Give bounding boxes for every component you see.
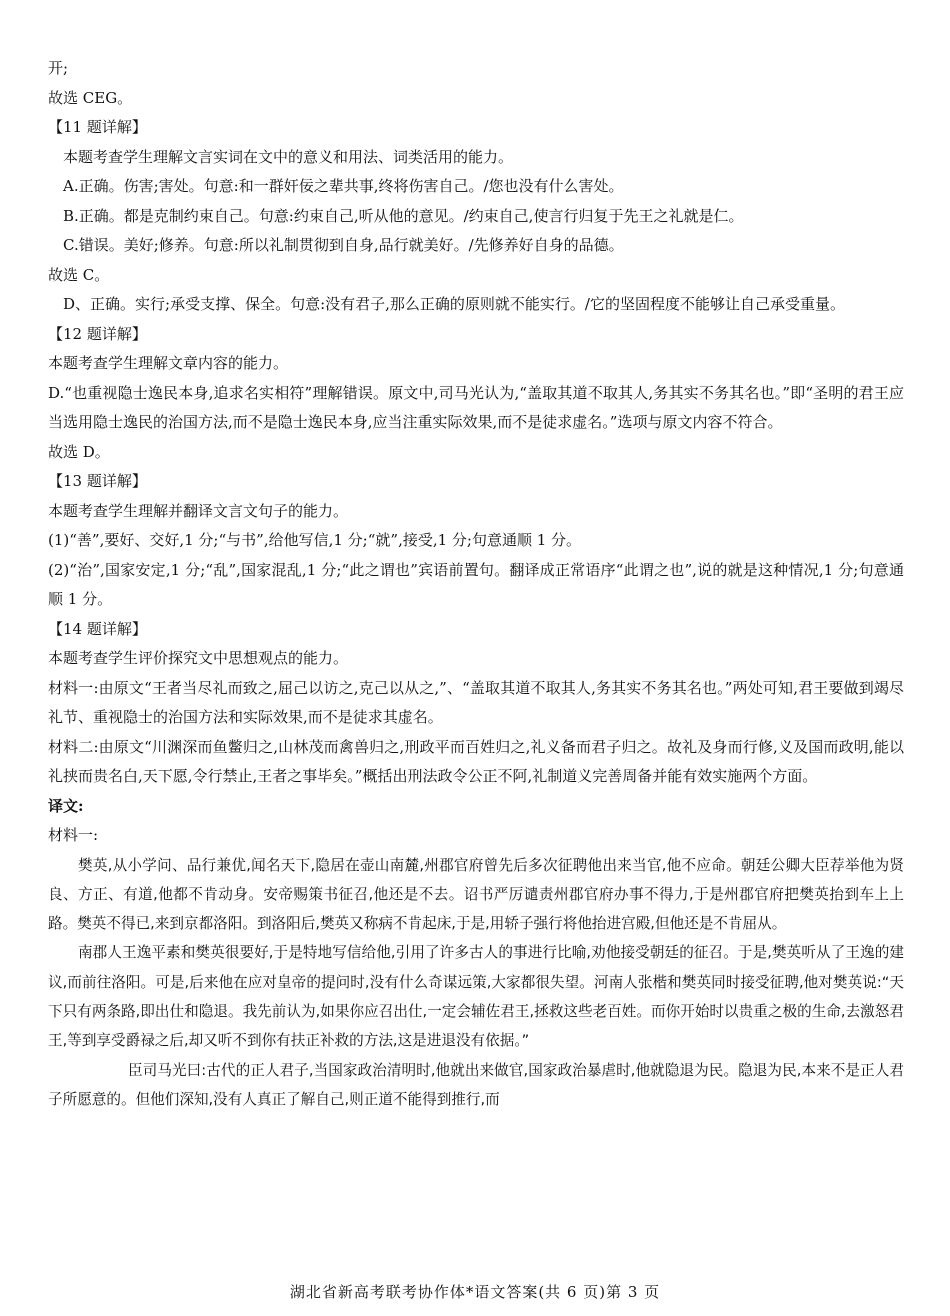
section-heading-14: 【14 题详解】 [48, 619, 147, 638]
material-one-analysis: 材料一:由原文“王者当尽礼而致之,屈己以访之,克己以从之,”、“盖取其道不取其人,务其实不务其名也。”两处可知,君王要做到竭尽礼节、重视隐士的治国方法和实际效果,而不是徒求其虚名。 [48, 678, 904, 726]
text-line: 本题考查学生理解并翻译文言文句子的能力。 [48, 501, 349, 520]
translation-point-2: (2)“治”,国家安定,1 分;“乱”,国家混乱,1 分;“此之谓也”宾语前置句。翻译成正常语序“此谓之也”,说的就是这种情况,1 分;句意通顺 1 分。 [48, 560, 904, 608]
section-heading-12: 【12 题详解】 [48, 324, 147, 343]
translation-point-1: (1)“善”,要好、交好,1 分;“与书”,给他写信,1 分;“就”,接受,1 分;句意通顺 1 分。 [48, 531, 582, 549]
text-line: 本题考查学生理解文章内容的能力。 [48, 354, 289, 372]
answer-content [48, 54, 904, 1114]
material-two-analysis: 材料二:由原文“川渊深而鱼鳖归之,山林茂而禽兽归之,刑政平而百姓归之,礼义备而君子归之。故礼及身而行修,义及国而政明,能以礼挟而贵名白,天下愿,令行禁止,王者之事毕矣。”概括出刑法政令公正不阿,礼制道义完善周备并能有效实施两个方面。 [48, 737, 904, 785]
page-footer: 湖北省新高考联考协作体*语文答案(共 6 页)第 3 页 [289, 1283, 661, 1301]
answer-choice: 故选 C。 [48, 265, 110, 284]
option-a-analysis: A.正确。伤害;害处。句意:和一群奸佞之辈共事,终将伤害自己。/您也没有什么害处。 [63, 177, 624, 195]
text-line: 本题考查学生理解文言实词在文中的意义和用法、词类活用的能力。 [63, 147, 514, 166]
section-heading-13: 【13 题详解】 [48, 472, 147, 490]
answer-choice: 故选 CEG。 [48, 88, 133, 107]
translation-paragraph: 南郡人王逸平素和樊英很要好,于是特地写信给他,引用了许多古人的事进行比喻,劝他接受朝廷的征召。于是,樊英听从了王逸的建议,而前往洛阳。可是,后来他在应对皇帝的提问时,没有什么奇谋远策,大家都很失望。河南人张楷和樊英同时接受征聘,他对樊英说:“天下只有两条路,即出仕和隐退。我先前认为,如果你应召出仕,一定会辅佐君王,拯救这些老百姓。而你开始时以贵重之极的生命,去激怒君王,等到享受爵禄之后,却又听不到你有扶正补救的方法,这是进退没有依据。” [48, 944, 904, 1050]
text-line: 本题考查学生评价探究文中思想观点的能力。 [48, 649, 349, 667]
option-d-analysis: D.“也重视隐士逸民本身,追求名实相符”理解错误。原文中,司马光认为,“盖取其道不取其人,务其实不务其名也。”即“圣明的君王应当选用隐士逸民的治国方法,而不是隐士逸民本身,应当注重实际效果,而不是徒求虚名。”选项与原文内容不符合。 [48, 383, 904, 431]
answer-choice: 故选 D。 [48, 442, 110, 461]
option-c-analysis: C.错误。美好;修养。句意:所以礼制贯彻到自身,品行就美好。/先修养好自身的品德。 [63, 236, 624, 254]
material-one-label: 材料一: [48, 826, 99, 844]
translation-heading: 译文: [48, 796, 84, 815]
option-d-analysis: D、正确。实行;承受支撑、保全。句意:没有君子,那么正确的原则就不能实行。/它的坚固程度不能够让自己承受重量。 [63, 295, 845, 313]
translation-paragraph: 臣司马光曰:古代的正人君子,当国家政治清明时,他就出来做官,国家政治暴虐时,他就隐退为民。隐退为民,本来不是正人君子所愿意的。但他们深知,没有人真正了解自己,则正道不能得到推行,而 [48, 1061, 904, 1108]
option-b-analysis: B.正确。都是克制约束自己。句意:约束自己,听从他的意见。/约束自己,使言行归复于先王之礼就是仁。 [63, 206, 744, 225]
translation-paragraph: 樊英,从小学问、品行兼优,闻名天下,隐居在壶山南麓,州郡官府曾先后多次征聘他出来当官,他不应命。朝廷公卿大臣荐举他为贤良、方正、有道,他都不肯动身。安帝赐策书征召,他还是不去。诏书严厉谴责州郡官府办事不得力,于是州郡官府把樊英抬到车上上路。樊英不得已,来到京都洛阳。到洛阳后,樊英又称病不肯起床,于是,用轿子强行将他抬进宫殿,但他还是不肯屈从。 [48, 856, 904, 933]
text-line: 开; [48, 59, 69, 77]
section-heading-11: 【11 题详解】 [48, 118, 147, 136]
